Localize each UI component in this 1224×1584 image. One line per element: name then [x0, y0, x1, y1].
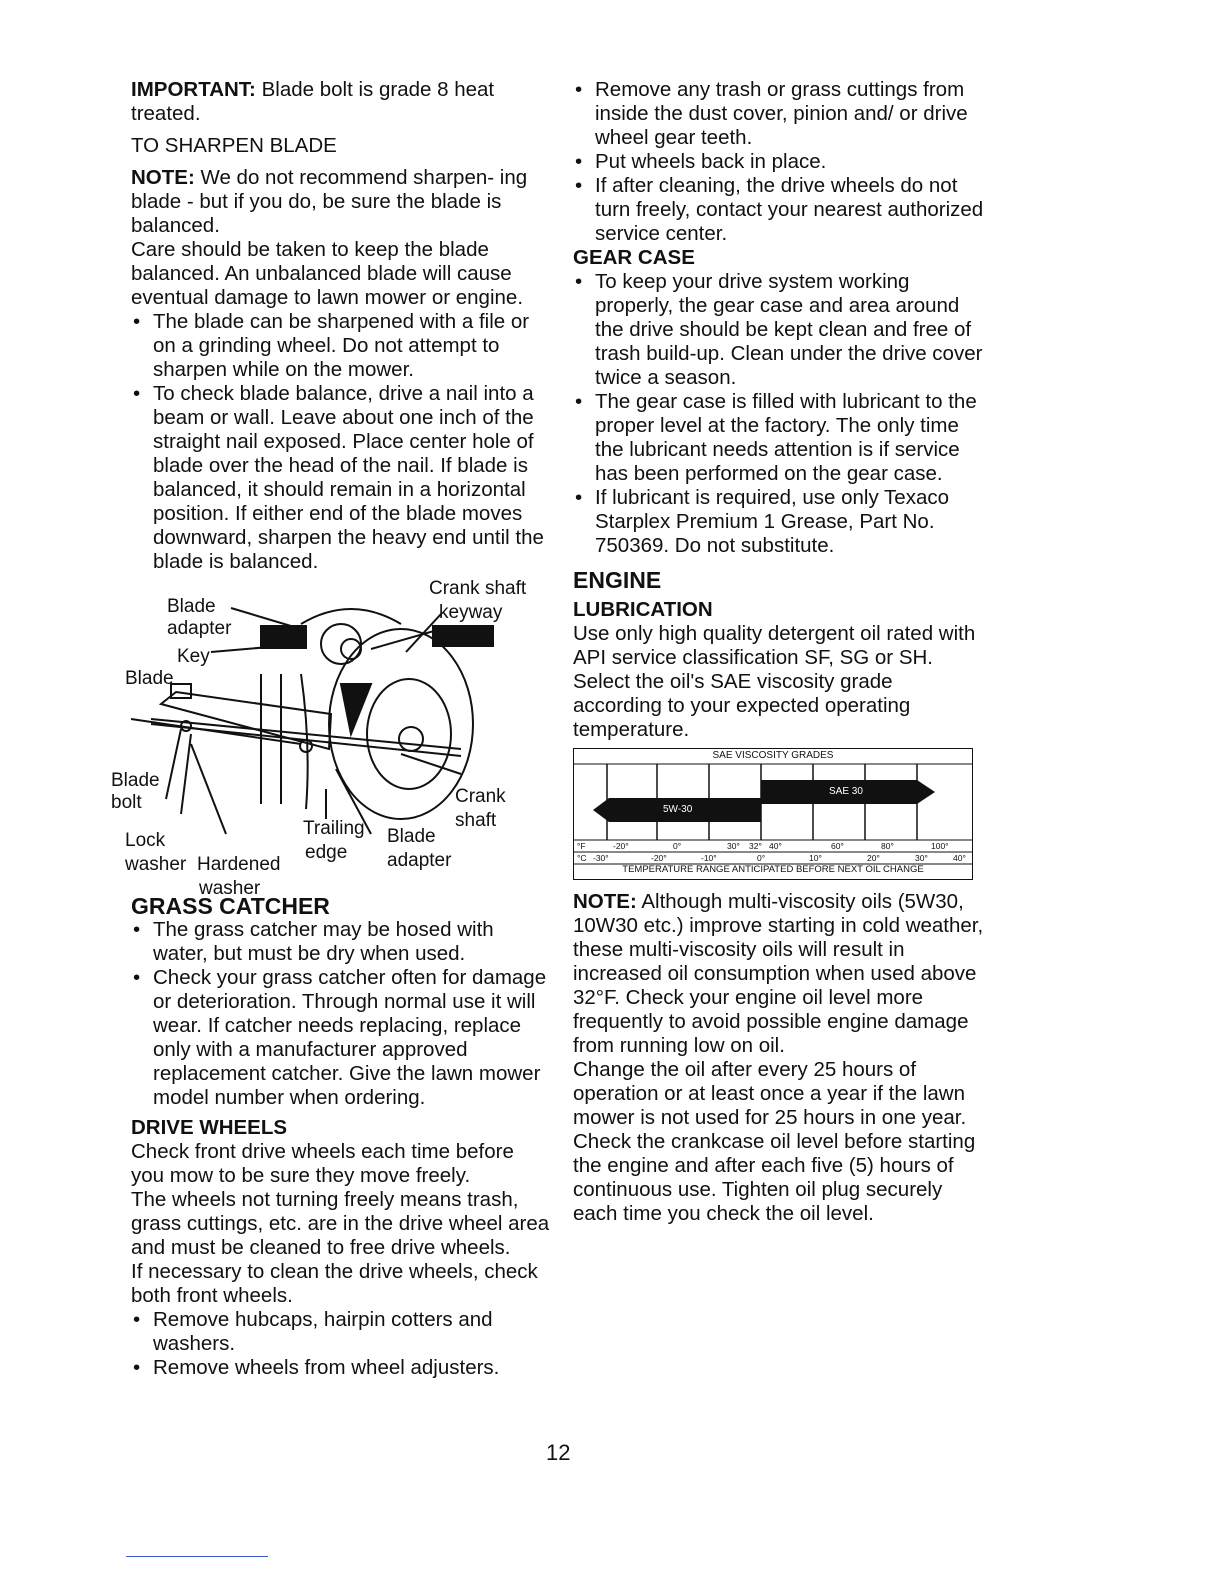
list-item: • Remove any trash or grass cuttings from inside the dust cover, pinion and/ or drive wheel gear teeth. — [573, 78, 985, 150]
f-tick: 80° — [881, 841, 894, 851]
footer-rule — [126, 1556, 268, 1557]
note-label: NOTE: — [573, 890, 637, 913]
blade-label: Blade — [125, 668, 174, 689]
blade-adapter-bottom-label: Blade — [387, 826, 436, 847]
drive-wheels-heading: DRIVE WHEELS — [131, 1116, 288, 1139]
drive-paragraph-1: Check front drive wheels each time before you mow to be sure they move freely. — [131, 1140, 514, 1187]
sae-viscosity-chart — [573, 748, 973, 880]
important-paragraph — [131, 78, 551, 126]
f-tick: 100° — [931, 841, 949, 851]
drive-wheels-bullets — [131, 1308, 551, 1380]
crank-shaft-label: Crank — [455, 786, 506, 807]
sae-chart-title: SAE VISCOSITY GRADES — [712, 750, 834, 761]
note-label: NOTE: — [131, 166, 195, 189]
sae-chart-frame — [573, 748, 973, 880]
fahrenheit-label: °F — [577, 841, 586, 851]
c-tick: -20° — [651, 853, 667, 863]
c-tick: 0° — [757, 853, 766, 863]
drive-cleaning-bullets — [573, 78, 985, 246]
f-tick: 0° — [673, 841, 682, 851]
c-tick: -30° — [593, 853, 609, 863]
gear-case-bullets — [573, 270, 985, 558]
blade-adapter-top-label: Blade — [167, 596, 216, 617]
hardened-washer-label-2: washer — [199, 878, 261, 899]
care-paragraph: Care should be taken to keep the blade balanced. An unbalanced blade will cause eventual damage to lawn mower or engine. — [131, 238, 524, 309]
f-tick: 30° — [727, 841, 740, 851]
drive-paragraph-2: The wheels not turning freely means trash, grass cuttings, etc. are in the drive wheel area and must be cleaned to free drive wheels. — [131, 1188, 550, 1259]
oil-change-paragraph: Change the oil after every 25 hours of operation or at least once a year if the lawn mower is not used for 25 hours in one year. — [573, 1058, 967, 1129]
list-item: • Put wheels back in place. — [573, 150, 985, 174]
lubrication-heading: LUBRICATION — [573, 598, 713, 621]
c-tick: 20° — [867, 853, 880, 863]
trailing-edge-label-2: edge — [305, 842, 348, 863]
f-tick: 32° — [749, 841, 762, 851]
f-tick: 40° — [769, 841, 782, 851]
hardened-washer-label: Hardened — [197, 854, 281, 875]
left-column — [111, 78, 551, 1380]
c-tick: 30° — [915, 853, 928, 863]
sharpen-bullets — [131, 310, 551, 574]
list-item: • If lubricant is required, use only Texaco Starplex Premium 1 Grease, Part No. 750369. Do not substitute. — [573, 486, 985, 558]
trailing-edge-label: Trailing — [303, 818, 365, 839]
list-item: • The gear case is filled with lubricant to the proper level at the factory. The only time the lubricant needs attention is if service has been performed on the gear case. — [573, 390, 985, 486]
gear-case-heading: GEAR CASE — [573, 246, 695, 269]
c-tick: 40° — [953, 853, 966, 863]
note-text: Although multi-viscosity oils (5W30, 10W30 etc.) improve starting in cold weather, these multi-viscosity oils will result in increased oil consumption when used above 32°F. Check your engine oil level more frequently to avoid possible engine damage from running low on oil. — [573, 890, 984, 1057]
right-column — [573, 78, 985, 1226]
list-item: • Check your grass catcher often for damage or deterioration. Through normal use it will wear. If catcher needs replacing, replace only with a manufacturer approved replacement catcher. Give the lawn mower model number when ordering. — [131, 966, 551, 1110]
list-item: • The blade can be sharpened with a file or on a grinding wheel. Do not attempt to sharpen while on the mower. — [131, 310, 551, 382]
5w30-label: 5W-30 — [663, 804, 693, 815]
crank-shaft-label-2: shaft — [455, 810, 497, 831]
note-text: We do not recommend sharpen- ing blade - but if you do, be sure the blade is balanced. — [131, 166, 528, 237]
list-item: • The grass catcher may be hosed with water, but must be dry when used. — [131, 918, 551, 966]
blade-adapter-top-label-2: adapter — [167, 618, 232, 639]
sharpen-blade-heading: TO SHARPEN BLADE — [131, 134, 337, 157]
list-item: • Remove wheels from wheel adjusters. — [131, 1356, 551, 1380]
blade-bolt-label: Blade — [111, 770, 160, 791]
f-tick: -20° — [613, 841, 629, 851]
lubrication-paragraph: Use only high quality detergent oil rated with API service classification SF, SG or SH. Select the oil's SAE viscosity grade according to your expected operating temperature. — [573, 622, 976, 741]
list-item: • To keep your drive system working properly, the gear case and area around the drive should be kept clean and free of trash build-up. Clean under the drive cover twice a season. — [573, 270, 985, 390]
lock-washer-label: Lock — [125, 830, 166, 851]
lock-washer-label-2: washer — [125, 854, 187, 875]
crankcase-paragraph: Check the crankcase oil level before starting the engine and after each five (5) hours of continuous use. Tighten oil plug securely each time you check the oil level. — [573, 1130, 976, 1225]
important-text: Blade bolt is grade 8 heat treated. — [131, 78, 495, 125]
blade-assembly-diagram — [111, 574, 551, 899]
c-tick: -10° — [701, 853, 717, 863]
celsius-label: °C — [577, 853, 587, 863]
sae-chart-footer: TEMPERATURE RANGE ANTICIPATED BEFORE NEXT OIL CHANGE — [622, 864, 924, 875]
key-label: Key — [177, 646, 210, 667]
grass-catcher-bullets — [131, 918, 551, 1110]
c-tick: 10° — [809, 853, 822, 863]
engine-heading: ENGINE — [573, 567, 662, 593]
f-tick: 60° — [831, 841, 844, 851]
crank-shaft-keyway-label: Crank shaft — [429, 578, 527, 599]
blade-adapter-bottom-label-2: adapter — [387, 850, 452, 871]
drive-paragraph-3: If necessary to clean the drive wheels, check both front wheels. — [131, 1260, 538, 1307]
oil-note — [573, 890, 985, 1058]
sae30-label: SAE 30 — [829, 786, 863, 797]
list-item: • If after cleaning, the drive wheels do not turn freely, contact your nearest authorized service center. — [573, 174, 985, 246]
sharpen-note — [131, 166, 551, 238]
grass-catcher-heading: GRASS CATCHER — [131, 893, 330, 919]
blade-bolt-label-2: bolt — [111, 792, 142, 813]
page-number: 12 — [546, 1440, 571, 1465]
list-item: • To check blade balance, drive a nail into a beam or wall. Leave about one inch of the straight nail exposed. Place center hole of blade over the head of the nail. If blade is balanced, it should remain in a horizontal position. If either end of the blade moves downward, sharpen the heavy end until the blade is balanced. — [131, 382, 551, 574]
important-label: IMPORTANT: — [131, 78, 256, 101]
list-item: • Remove hubcaps, hairpin cotters and washers. — [131, 1308, 551, 1356]
keyway-label: keyway — [439, 602, 503, 623]
